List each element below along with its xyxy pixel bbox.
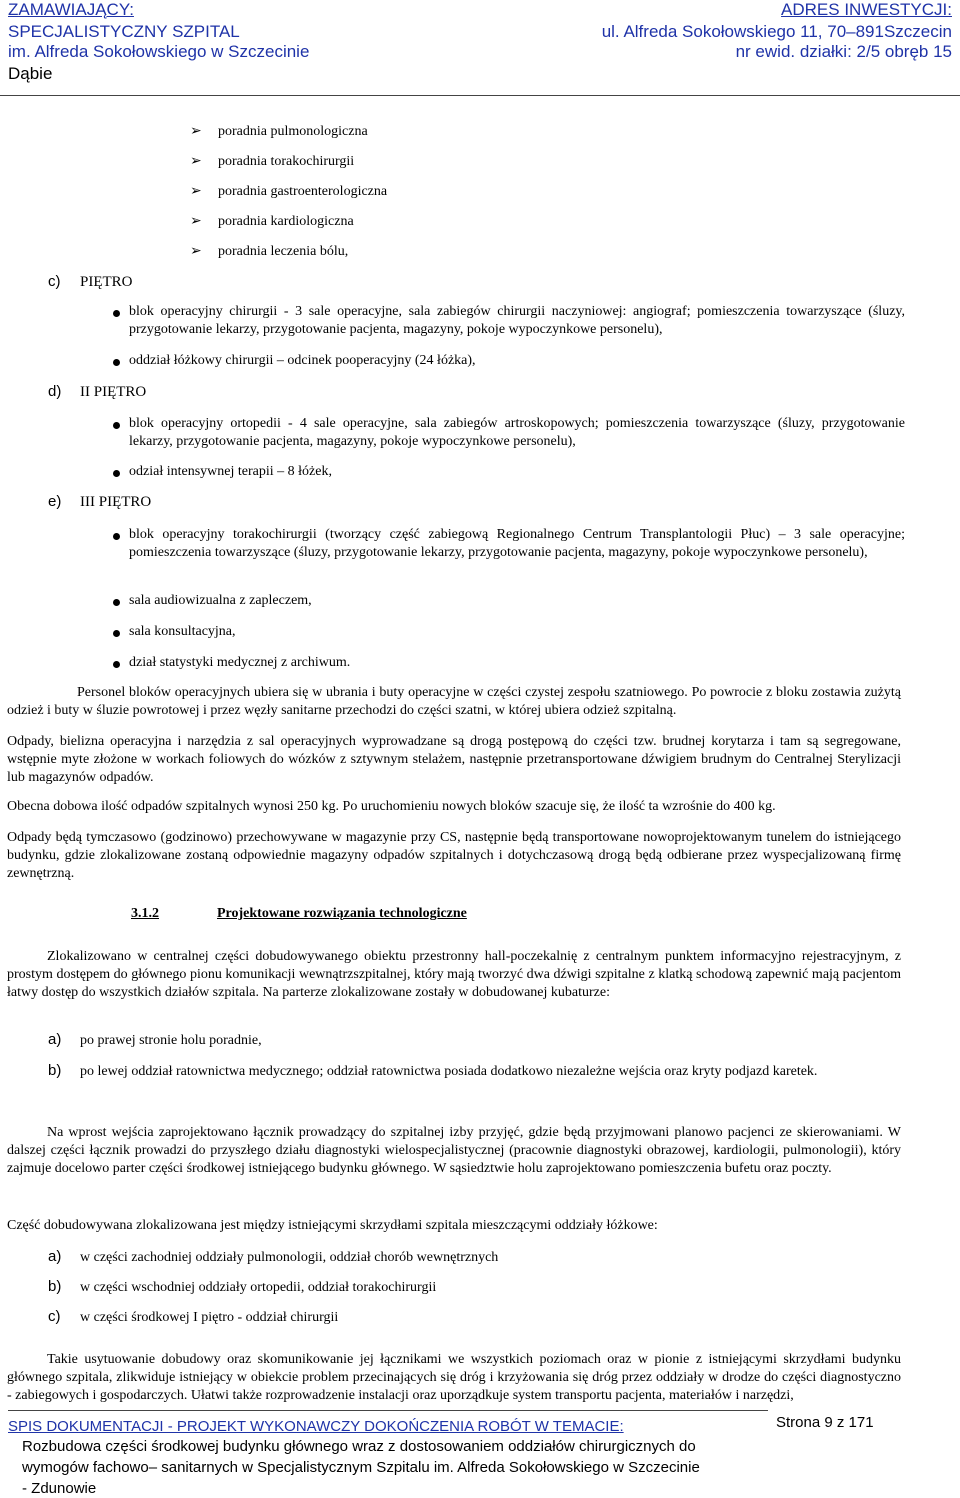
- section-item: blok operacyjny torakochirurgii (tworzący część zabiegową Regionalnego Centrum Transplantologii Płuc) – 3 sale operacyjne; pomieszczenia towarzyszące (śluzy, przygotowanie lekarzy, przygotowanie pacjenta, magazyny, pokoje wypoczynkowe personelu),: [129, 527, 905, 560]
- footer-spis: SPIS DOKUMENTACJI - PROJEKT WYKONAWCZY DOKOŃCZENIA ROBÓT W TEMACIE:: [8, 1418, 624, 1435]
- footer-line3: wymogów fachowo– sanitarnych w Specjalistycznym Szpitalu im. Alfreda Sokołowskiego w Szczecinie: [22, 1459, 700, 1476]
- section-letter: c): [48, 273, 61, 290]
- bullet-icon: [113, 599, 120, 606]
- section-item: blok operacyjny ortopedii - 4 sale operacyjne, sala zabiegów artroskopowych; pomieszczenia towarzyszące (śluzy, przygotowanie lekarzy, przygotowanie pacjenta, magazyny, pokoje wypoczynkowe personelu),: [129, 416, 905, 449]
- paragraph: Takie usytuowanie dobudowy oraz skomunikowanie jej łącznikami we wszystkich poziomach oraz w pionie z istniejącymi skrzydłami budynku głównego szpitala, zlikwiduje istniejący w obiekcie problem przecinających się dróg i krzyżowania się dróg przez oddziały w drodze do części diagnostyczno - zabiegowych i gospodarczych. Ułatwi także rozprowadzenie instalacji oraz uporządkuje system transportu pacjenta, materiałów i narzędzi,: [7, 1352, 901, 1403]
- list-letter: a): [48, 1248, 62, 1265]
- arrow-bullet-icon: ➢: [190, 243, 202, 259]
- section-number: 3.1.2: [131, 906, 159, 921]
- bullet-icon: [113, 359, 120, 366]
- paragraph: Część dobudowywana zlokalizowana jest między istniejącymi skrzydłami szpitala mieszczącymi oddziały łóżkowe:: [7, 1218, 658, 1233]
- clinic-item: poradnia kardiologiczna: [218, 214, 354, 229]
- list-item: w części wschodniej oddziały ortopedii, oddział torakochirurgii: [80, 1280, 437, 1295]
- bullet-icon: [113, 422, 120, 429]
- clinic-item: poradnia pulmonologiczna: [218, 124, 368, 139]
- section-floor-label: III PIĘTRO: [80, 494, 152, 510]
- bullet-icon: [113, 470, 120, 477]
- section-item: blok operacyjny chirurgii - 3 sale operacyjne, sala zabiegów chirurgii naczyniowej: angiograf; pomieszczenia towarzyszące (śluzy, przygotowanie lekarzy, przygotowanie pacjenta, magazyny, pokoje wypoczynkowe personelu),: [129, 304, 905, 337]
- list-item: w części środkowej I piętro - oddział chirurgii: [80, 1310, 339, 1325]
- section-item: odział intensywnej terapii – 8 łóżek,: [129, 464, 332, 479]
- section-floor-label: PIĘTRO: [80, 274, 133, 290]
- bullet-icon: [113, 661, 120, 668]
- header-investment-address: ul. Alfreda Sokołowskiego 11, 70–891Szczecin: [601, 22, 952, 41]
- section-item: sala audiowizualna z zapleczem,: [129, 593, 312, 608]
- arrow-bullet-icon: ➢: [190, 123, 202, 139]
- list-item: po prawej stronie holu poradnie,: [80, 1033, 262, 1048]
- bullet-icon: [113, 533, 120, 540]
- paragraph: Obecna dobowa ilość odpadów szpitalnych wynosi 250 kg. Po uruchomieniu nowych bloków szacuje się, że ilość ta wzrośnie do 400 kg.: [7, 799, 776, 814]
- section-item: oddział łóżkowy chirurgii – odcinek pooperacyjny (24 łóżka),: [129, 353, 476, 368]
- header-orderer-line1: SPECJALISTYCZNY SZPITAL: [8, 22, 240, 41]
- paragraph: Personel bloków operacyjnych ubiera się w ubrania i buty operacyjne w części czystej zespołu szatniowego. Po powrocie z bloku zostawia zużytą odzież i buty w śluzie powrotowej i przez węzły sanitarne przechodzi do części szatni, w której ubiera odzież szpitalną.: [7, 685, 901, 718]
- header-orderer-title: ZAMAWIAJĄCY:: [8, 0, 134, 19]
- bullet-icon: [113, 630, 120, 637]
- arrow-bullet-icon: ➢: [190, 213, 202, 229]
- paragraph: Odpady będą tymczasowo (godzinowo) przechowywane w magazynie przy CS, następnie będą transportowane nowoprojektowanym tunelem do istniejącego budynku, gdzie zlokalizowane zostaną odpowiednie magazyny odpadów szpitalnych i dotychczasową drogą będą odbierane przez wyspecjalizowaną firmę zewnętrzną.: [7, 830, 901, 881]
- footer-line4: - Zdunowie: [22, 1480, 97, 1497]
- section-floor-label: II PIĘTRO: [80, 384, 147, 400]
- list-letter: b): [48, 1062, 62, 1079]
- arrow-bullet-icon: ➢: [190, 183, 202, 199]
- arrow-bullet-icon: ➢: [190, 153, 202, 169]
- section-title: Projektowane rozwiązania technologiczne: [217, 906, 467, 921]
- clinic-item: poradnia gastroenterologiczna: [218, 184, 388, 199]
- header-divider: [0, 95, 960, 96]
- list-letter: c): [48, 1308, 61, 1325]
- footer-line2: Rozbudowa części środkowej budynku głównego wraz z dostosowaniem oddziałów chirurgicznych do: [22, 1438, 696, 1455]
- paragraph: Na wprost wejścia zaprojektowano łącznik prowadzący do szpitalnej izby przyjęć, gdzie będą przyjmowani planowo pacjenci ze skierowaniami. W dalszej części łącznik prowadzi do przyszłego działu diagnostyki wielospecjalistycznej (pracownie diagnostyki obrazowej, kardiologii, pulmonologii), który zajmuje docelowo parter części środkowej istniejącego budynku głównego. W sąsiedztwie holu zaprojektowano pomieszczenia bufetu oraz poczty.: [7, 1125, 901, 1176]
- bullet-icon: [113, 310, 120, 317]
- list-item: po lewej oddział ratownictwa medycznego; oddział ratownictwa posiada dodatkowo niezależne wejścia oraz kryty podjazd karetek.: [80, 1064, 818, 1079]
- footer-page-number: Strona 9 z 171: [776, 1414, 874, 1431]
- section-item: dział statystyki medycznej z archiwum.: [129, 655, 351, 670]
- header-orderer-line2: im. Alfreda Sokołowskiego w Szczecinie: [8, 42, 310, 61]
- section-letter: d): [48, 383, 62, 400]
- header-orderer-line3: Dąbie: [8, 64, 53, 83]
- list-letter: a): [48, 1031, 62, 1048]
- section-item: sala konsultacyjna,: [129, 624, 236, 639]
- header-investment-title: ADRES INWESTYCJI:: [781, 0, 952, 19]
- clinic-item: poradnia torakochirurgii: [218, 154, 355, 169]
- section-letter: e): [48, 493, 62, 510]
- paragraph: Zlokalizowano w centralnej części dobudowywanego obiektu przestronny hall-poczekalnię z centralnym punktem informacyjno rejestracyjnym, z prostym dostępem do głównego pionu komunikacji wewnątrzszpitalnej, który mają tworzyć dwa dźwigi szpitalne z klatką schodową zapewnić mają pacjentom łatwy dostęp do wszystkich działów szpitala. Na parterze zlokalizowane zostały w dobudowanej kubaturze:: [7, 949, 901, 1000]
- header-investment-plot: nr ewid. działki: 2/5 obręb 15: [735, 42, 952, 61]
- list-letter: b): [48, 1278, 62, 1295]
- clinic-item: poradnia leczenia bólu,: [218, 244, 349, 259]
- footer-divider: [8, 1410, 768, 1411]
- list-item: w części zachodniej oddziały pulmonologii, oddział chorób wewnętrznych: [80, 1250, 499, 1265]
- paragraph: Odpady, bielizna operacyjna i narzędzia z sal operacyjnych wyprowadzane są drogą postępową do części tzw. brudnej korytarza i tam są segregowane, wstępnie myte złożone w workach foliowych do wózków z sztywnym stelażem, następnie przetransportowane dźwigiem brudnym do Centralnej Sterylizacji lub magazynów odpadów.: [7, 734, 901, 785]
